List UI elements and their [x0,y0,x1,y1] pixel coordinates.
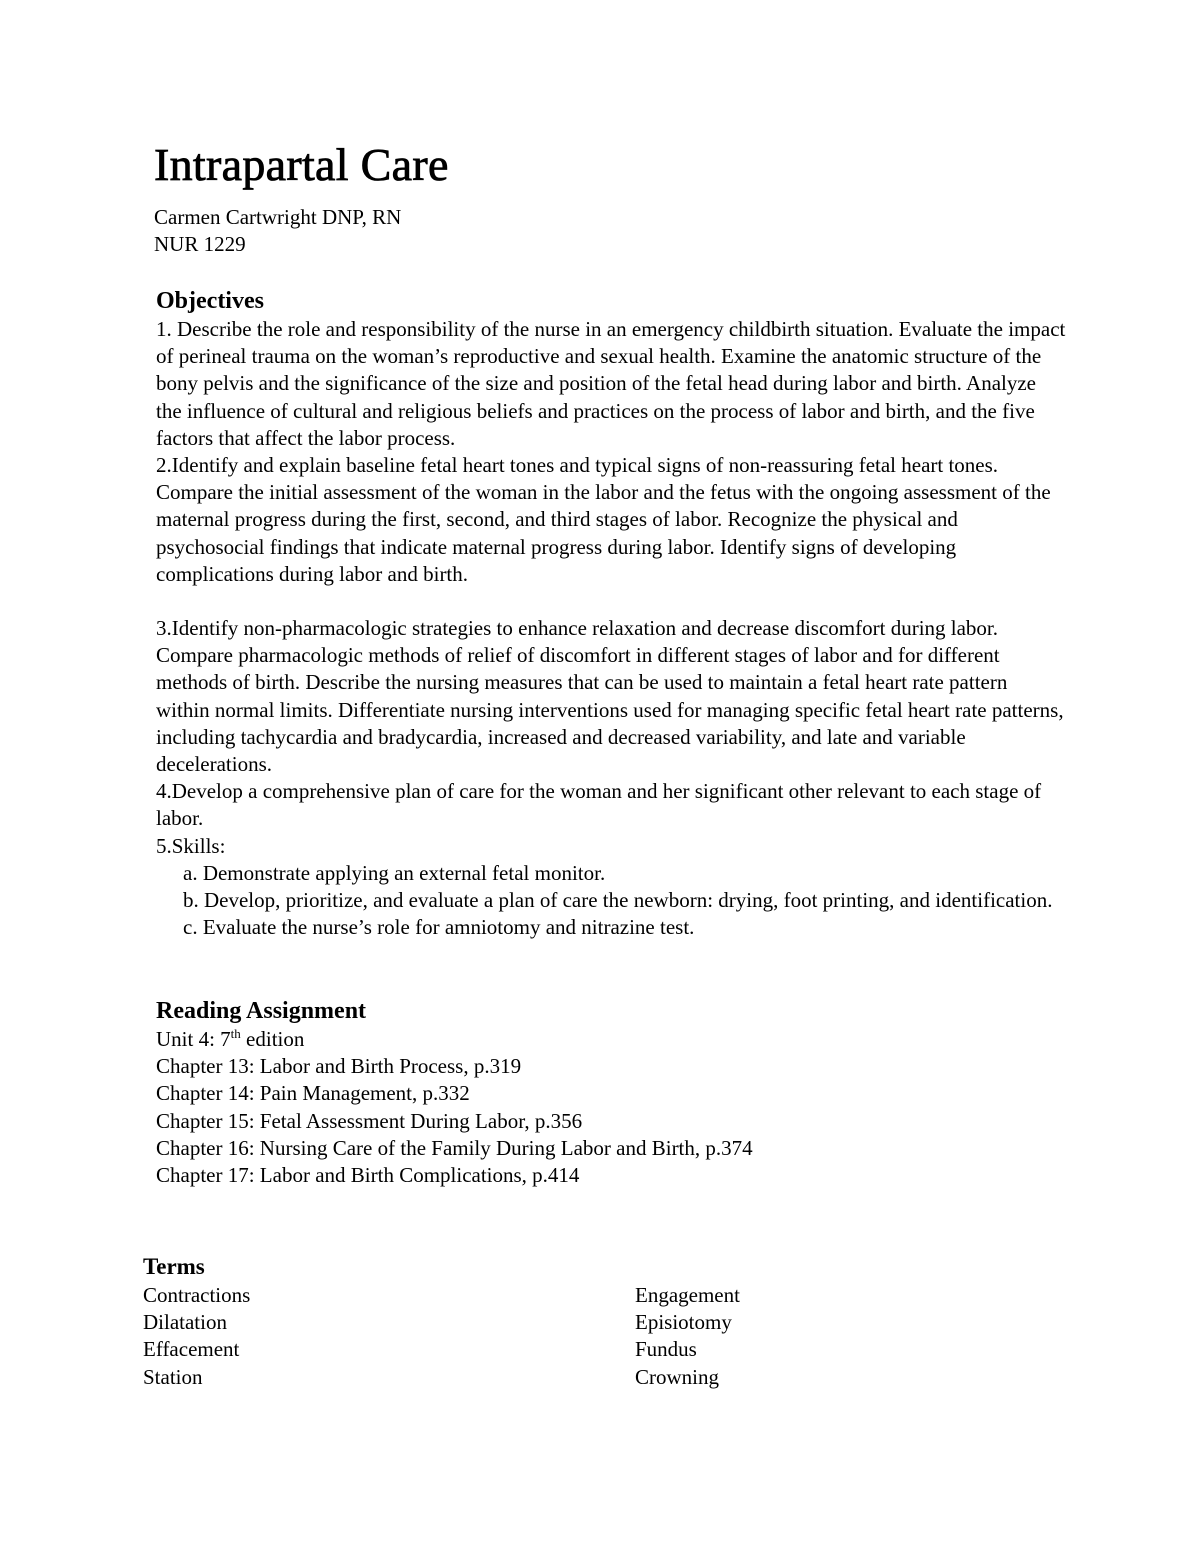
objective-item-3: 3.Identify non-pharmacologic strategies to enhance relaxation and decrease discomfort during labor. Compare pharmacologic methods of relief of discomfort in different stages of labor and for different methods of birth. Describe the nursing measures that can be used to maintain a fetal heart rate pattern within normal limits. Differentiate nursing interventions used for managing specific fetal heart rate patterns, including tachycardia and bradycardia, increased and decreased variability, and late and variable decelerations. [156,616,1064,777]
skill-text: a. Demonstrate applying an external fetal monitor. [183,860,606,885]
chapter-line: Chapter 15: Fetal Assessment During Labor, p.356 [156,1108,583,1133]
list-item [156,914,1066,941]
chapter-line: Chapter 13: Labor and Birth Process, p.319 [156,1054,522,1079]
term-item: Station [143,1364,203,1389]
unit-line [156,1026,1056,1053]
list-item [156,860,1066,887]
term-item: Effacement [143,1337,240,1362]
terms-column-left [143,1282,250,1391]
unit-prefix: Unit 4: 7 [156,1027,231,1051]
objectives-section [156,286,1066,941]
term-item: Episiotomy [635,1310,732,1335]
unit-superscript: th [230,1026,241,1041]
chapter-line: Chapter 14: Pain Management, p.332 [156,1081,470,1106]
objective-item-4: 4.Develop a comprehensive plan of care for the woman and her significant other relevant to each stage of labor. [156,779,1042,831]
terms-section [143,1252,1043,1389]
objective-item-1: 1. Describe the role and responsibility of the nurse in an emergency childbirth situation. Evaluate the impact of perineal trauma on the woman’s reproductive and sexual health. Examine the anatomic structure of the bony pelvis and the significance of the size and position of the fetal head during labor and birth. Analyze the influence of cultural and religious beliefs and practices on the process of labor and birth, and the five factors that affect the labor process. [156,317,1066,450]
term-item: Engagement [635,1283,740,1307]
skills-list [156,860,1066,942]
list-item [156,887,1066,914]
objective-item-2: 2.Identify and explain baseline fetal heart tones and typical signs of non-reassuring fetal heart tones. Compare the initial assessment of the woman in the labor and the fetus with the ongoing assessment of the maternal progress during the first, second, and third stages of labor. Recognize the physical and psychosocial findings that indicate maternal progress during labor. Identify signs of developing complications during labor and birth. [156,453,1051,586]
paragraph-spacer [156,588,1066,615]
term-item: Dilatation [143,1310,227,1335]
term-item: Fundus [635,1337,697,1362]
author-name: Carmen Cartwright DNP, RN [154,205,402,229]
document-meta [154,204,401,258]
term-item: Crowning [635,1364,719,1389]
reading-assignment-section [156,996,1056,1189]
chapter-line: Chapter 16: Nursing Care of the Family During Labor and Birth, p.374 [156,1135,753,1160]
page-title: Intrapartal Care [154,139,449,190]
terms-column-right [635,1282,740,1391]
objectives-heading: Objectives [156,288,264,314]
reading-heading: Reading Assignment [156,998,367,1024]
unit-suffix: edition [240,1027,305,1051]
course-code: NUR 1229 [154,232,246,256]
skill-text: c. Evaluate the nurse’s role for amniotomy and nitrazine test. [183,915,695,940]
objective-item-5: 5.Skills: [156,833,226,858]
terms-heading: Terms [143,1254,205,1279]
chapter-line: Chapter 17: Labor and Birth Complications, p.414 [156,1163,580,1188]
skill-text: b. Develop, prioritize, and evaluate a plan of care the newborn: drying, foot printing, and identification. [183,888,1053,913]
term-item: Contractions [143,1283,251,1307]
